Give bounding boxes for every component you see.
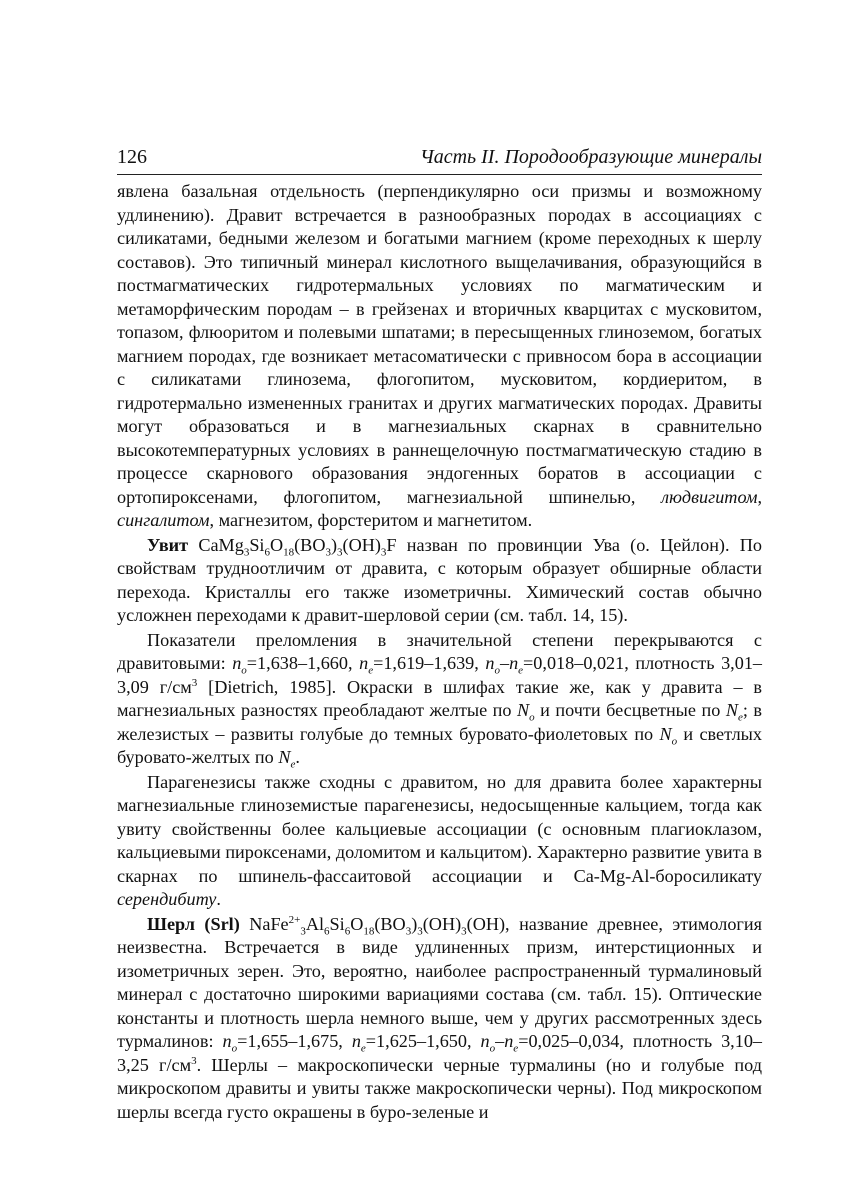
mineral-name-ludwigite: людвигитом xyxy=(661,486,758,507)
body-text xyxy=(117,180,762,1124)
mineral-heading-schorl: Шерл (Srl) xyxy=(147,913,240,934)
paragraph-uvite: Увит $CaMg_3Si_6O_{18}(BO_3)_3(OH)_3F$ назван по провинции Ува (о. Цейлон). По свойствам трудноотличим от дравита, с которым образует обширные области перехода. Кристаллы его также изометричны. Химический состав обычно усложнен переходами к дравит-шерловой серии (см. табл. 14, 15). xyxy=(117,534,763,625)
paragraph-schorl: Шерл (Srl) $NaFe^{2+}_3Al_6Si_6O_{18}(BO_3)_3(OH)_3(OH)$, название древнее, этимология неизвестна. Встречается в виде удлиненных призм, интерстиционных и изометричных зерен. Это, вероятно, наиболее распространенный турмалиновый минерал с достаточно широкими вариациями состава (см. табл. 15). Оптические константы и плотность шерла немного выше, чем у других рассмотренных здесь турмалинов: $n_o=1,655-1,675$, $n_e=1,625-1,650$, $n_o-n_e=0,025-0,034$, плотность 3,10–3,25 $г/см^3$. Шерлы – макроскопически черные турмалины (но и голубые под микроскопом дравиты и увиты также макроскопически черны). Под микроскопом шерлы всегда густо окрашены в буро-зеленые и xyxy=(117,913,763,1122)
formula-uvite: $CaMg_3Si_6O_{18}(BO_3)_3(OH)_3F$ xyxy=(188,534,397,559)
paragraph-dravite-occurrence: явлена базальная отдельность (перпендикулярно оси призмы и возможному удлинению). Дравит встречается в разнообразных породах в ассоциациях с силикатами, бедными железом и богатыми магнием (кроме переходных к шерлу составов). Это типичный минерал кислотного выщелачивания, образующийся в постмагматических гидротермальных условиях по магматическим и метаморфическим породам – в грейзенах и вторичных кварцитах с мусковитом, топазом, флюоритом и полевыми шпатами; в пересыщенных глиноземом, богатых магнием породах, где возникает метасоматически с привносом бора в ассоциации с силикатами глинозема, флогопитом, мусковитом, кордиеритом, в гидротермально измененных гранитах и других магматических породах. Дравиты могут образоваться и в магнезиальных скарнах в сравнительно высокотемпературных условиях в раннещелочную постмагматическую стадию в процессе скарнового образования эндогенных боратов в ассоциации с ортопироксенами, флогопитом, магнезиальной шпинелью, людвигитом, сингалитом, магнезитом, форстеритом и магнетитом. xyxy=(117,181,762,530)
paragraph-uvite-optics: Показатели преломления в значительной степени перекрываются с дравитовыми: $n_o=1,638-1,660$, $n_e=1,619-1,639$, $n_o-n_e=0,018-0,021$, плотность 3,01–3,09 $г/см^3$ [Dietrich, 1985]. Окраски в шлифах такие же, как у дравита – в магнезиальных разностях преобладают желтые по $N_o$ и почти бесцветные по $N_e$; в железистых – развиты голубые до темных буровато-фиолетовых по $N_o$ и светлых буровато-желтых по $N_e$. xyxy=(117,629,763,771)
running-title: Часть II. Породообразующие минералы xyxy=(419,146,762,168)
formula-schorl: $NaFe^{2+}_3Al_6Si_6O_{18}(BO_3)_3(OH)_3(OH)$ xyxy=(239,913,506,938)
mineral-heading-uvite: Увит xyxy=(147,534,189,555)
page-number: 126 xyxy=(117,146,147,168)
mineral-name-sinhalite: сингалитом xyxy=(117,510,210,530)
page-header xyxy=(117,138,762,175)
paragraph-uvite-parageneses: Парагенезисы также сходны с дравитом, но для дравита более характерны магнезиальные глиноземистые парагенезисы, недосыщенные кальцием, тогда как увиту свойственны более кальциевые ассоциации (с основным плагиоклазом, кальциевыми пироксенами, доломитом и кальцитом). Характерно развитие увита в скарнах по шпинель-фассаитовой ассоциации и Ca-Mg-Al-боросиликату серендибиту. xyxy=(117,771,762,909)
mineral-name-serendibite: серендибиту xyxy=(117,889,217,909)
